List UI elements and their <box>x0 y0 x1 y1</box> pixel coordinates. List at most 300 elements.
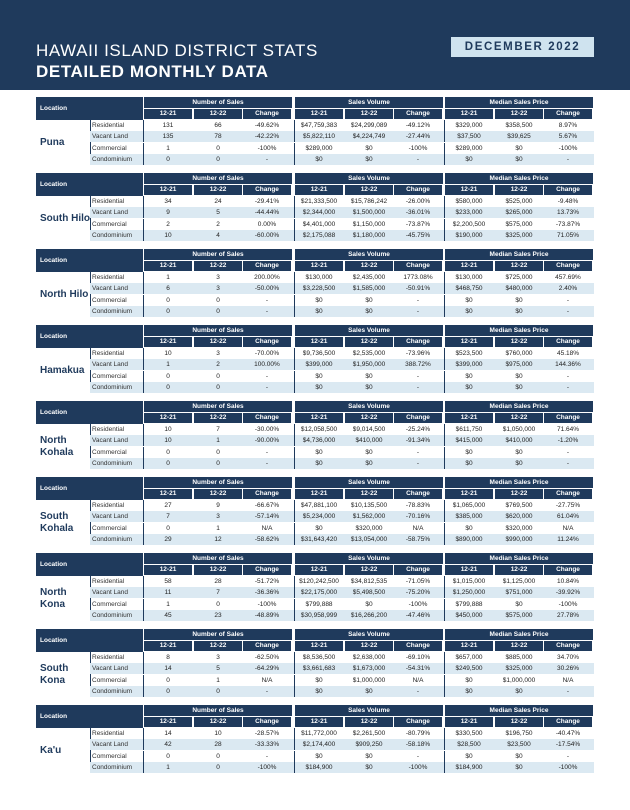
column-header: Change <box>243 489 291 499</box>
column-divider <box>143 739 144 750</box>
property-type: Condominium <box>92 611 133 619</box>
table-cell: -49.12% <box>405 122 431 129</box>
table-cell: - <box>265 383 269 391</box>
table-cell: 2 <box>216 220 220 228</box>
table-cell: -78.83% <box>405 502 431 509</box>
district-name: Ka'u <box>40 744 62 756</box>
table-cell: 3 <box>216 274 220 281</box>
table-cell: - <box>566 459 570 467</box>
column-divider <box>294 663 295 674</box>
column-header: 12-21 <box>295 641 343 651</box>
table-cell: - <box>566 296 570 304</box>
table-cell: 1 <box>166 361 170 369</box>
table-cell: 0 <box>166 524 170 532</box>
table-cell: $13,054,000 <box>350 535 388 543</box>
table-cell: -25.24% <box>405 426 431 433</box>
column-header: Change <box>544 489 592 499</box>
column-header: 12-22 <box>194 261 242 271</box>
table-cell: $190,000 <box>455 231 483 239</box>
table-cell: N/A <box>562 676 574 684</box>
table-row <box>90 230 594 241</box>
table-cell: $184,900 <box>305 763 333 771</box>
table-cell: $410,000 <box>505 437 533 445</box>
table-cell: -28.57% <box>254 730 280 737</box>
column-divider <box>294 534 295 545</box>
column-divider <box>294 207 295 218</box>
table-cell: 3 <box>216 285 220 293</box>
table-cell: - <box>265 687 269 695</box>
group-header: Number of Sales <box>144 325 292 336</box>
table-row <box>90 447 594 458</box>
page-title: HAWAII ISLAND DISTRICT STATS <box>36 41 318 60</box>
table-cell: - <box>416 752 420 760</box>
column-divider <box>294 371 295 382</box>
location-header: Location <box>36 97 143 120</box>
column-header: 12-21 <box>445 109 493 119</box>
table-cell: 5 <box>216 209 220 217</box>
table-cell: -9.48% <box>557 198 579 205</box>
district-name: North Kona <box>40 586 67 610</box>
column-divider <box>444 762 445 773</box>
table-cell: $0 <box>465 372 473 380</box>
property-type: Vacant Land <box>92 209 129 217</box>
table-cell: - <box>416 687 420 695</box>
column-header: 12-21 <box>144 337 192 347</box>
column-divider <box>143 599 144 610</box>
table-cell: $130,000 <box>455 274 483 281</box>
table-cell: -100% <box>408 144 428 152</box>
table-cell: -57.14% <box>254 513 280 521</box>
table-row <box>90 511 594 522</box>
table-cell: $12,058,500 <box>300 426 338 433</box>
table-cell: 7 <box>166 513 170 521</box>
column-divider <box>444 295 445 306</box>
table-cell: 30.26% <box>556 665 580 673</box>
column-divider <box>143 272 144 283</box>
column-divider <box>444 435 445 446</box>
table-cell: 0 <box>166 448 170 456</box>
table-cell: $16,266,200 <box>350 611 388 619</box>
column-divider <box>294 447 295 458</box>
district-tables <box>36 97 594 781</box>
table-row <box>90 751 594 762</box>
table-cell: 135 <box>162 133 174 141</box>
table-cell: $990,000 <box>505 535 533 543</box>
table-cell: 10 <box>164 437 172 445</box>
table-cell: $1,000,000 <box>502 676 536 684</box>
table-cell: -48.89% <box>254 611 280 619</box>
column-header: 12-21 <box>144 413 192 423</box>
column-divider <box>444 306 445 317</box>
table-cell: $1,250,000 <box>452 589 486 597</box>
column-divider <box>143 751 144 762</box>
table-row <box>90 154 594 165</box>
table-cell: 200.00% <box>254 274 280 281</box>
table-row <box>90 359 594 370</box>
table-row <box>90 196 594 207</box>
group-header: Median Sales Price <box>445 249 593 260</box>
table-cell: N/A <box>412 676 424 684</box>
table-cell: -100% <box>408 763 428 771</box>
column-header: 12-22 <box>345 185 393 195</box>
table-row <box>90 435 594 446</box>
column-divider <box>143 523 144 534</box>
table-cell: 10.84% <box>556 578 580 585</box>
table-row <box>90 686 594 697</box>
table-cell: $5,822,110 <box>302 133 336 141</box>
table-row <box>90 283 594 294</box>
property-type: Commercial <box>92 372 127 380</box>
column-header: 12-21 <box>144 641 192 651</box>
column-divider <box>444 751 445 762</box>
table-cell: 10 <box>164 231 172 239</box>
property-type: Residential <box>92 426 125 433</box>
column-header: 12-22 <box>495 489 543 499</box>
column-divider <box>294 283 295 294</box>
table-cell: $0 <box>465 383 473 391</box>
column-divider <box>444 652 445 663</box>
property-type: Condominium <box>92 687 133 695</box>
table-cell: $1,500,000 <box>352 209 386 217</box>
column-divider <box>143 207 144 218</box>
table-cell: -73.96% <box>405 350 431 357</box>
column-divider <box>143 295 144 306</box>
table-cell: 28 <box>214 578 222 585</box>
table-cell: 0 <box>216 600 220 608</box>
column-divider <box>444 348 445 359</box>
column-divider <box>444 143 445 154</box>
column-header: 12-21 <box>144 717 192 727</box>
table-cell: 7 <box>216 426 220 433</box>
column-divider <box>143 196 144 207</box>
column-divider <box>294 610 295 621</box>
property-type: Vacant Land <box>92 361 129 369</box>
column-divider <box>143 283 144 294</box>
table-cell: -100% <box>558 600 578 608</box>
table-cell: $0 <box>465 155 473 163</box>
table-cell: 13.73% <box>556 209 580 217</box>
column-header: 12-21 <box>295 413 343 423</box>
table-cell: 0 <box>166 307 170 315</box>
table-cell: 0 <box>216 383 220 391</box>
table-cell: 9 <box>166 209 170 217</box>
property-type: Vacant Land <box>92 285 129 293</box>
property-type: Residential <box>92 198 125 205</box>
table-row <box>90 728 594 739</box>
group-header: Sales Volume <box>295 629 443 640</box>
table-cell: $885,000 <box>505 654 533 661</box>
column-header: 12-21 <box>295 261 343 271</box>
table-cell: $0 <box>515 687 523 695</box>
column-header: 12-21 <box>445 717 493 727</box>
table-cell: $0 <box>465 459 473 467</box>
property-type: Condominium <box>92 155 133 163</box>
table-cell: $47,881,100 <box>300 502 338 509</box>
table-row <box>90 523 594 534</box>
location-header: Location <box>36 173 143 196</box>
group-header: Number of Sales <box>144 629 292 640</box>
table-cell: - <box>265 155 269 163</box>
column-header: 12-21 <box>295 185 343 195</box>
table-cell: 14 <box>164 730 172 737</box>
column-header: Change <box>243 641 291 651</box>
table-cell: $725,000 <box>505 274 533 281</box>
column-header: 12-22 <box>345 641 393 651</box>
column-divider <box>294 599 295 610</box>
property-type: Residential <box>92 350 125 357</box>
table-cell: 23 <box>214 611 222 619</box>
column-divider <box>444 511 445 522</box>
column-divider <box>294 652 295 663</box>
table-cell: -71.05% <box>405 578 431 585</box>
table-cell: - <box>416 459 420 467</box>
table-cell: -26.00% <box>405 198 431 205</box>
table-cell: $0 <box>315 372 323 380</box>
table-cell: 388.72% <box>405 361 431 369</box>
table-row <box>90 382 594 393</box>
table-cell: -47.46% <box>405 611 431 619</box>
table-row <box>90 131 594 142</box>
table-cell: 12 <box>214 535 222 543</box>
column-divider <box>444 230 445 241</box>
table-cell: 131 <box>162 122 174 129</box>
property-type: Residential <box>92 730 125 737</box>
property-type: Condominium <box>92 535 133 543</box>
table-cell: -27.44% <box>405 133 431 141</box>
table-cell: $1,050,000 <box>502 426 536 433</box>
table-cell: $28,500 <box>457 741 481 749</box>
table-row <box>90 675 594 686</box>
group-header: Sales Volume <box>295 705 443 716</box>
column-header: 12-22 <box>495 261 543 271</box>
table-cell: 457.69% <box>555 274 581 281</box>
table-cell: $9,014,500 <box>352 426 386 433</box>
column-header: Change <box>394 185 442 195</box>
column-divider <box>143 219 144 230</box>
table-row <box>90 272 594 283</box>
group-header: Sales Volume <box>295 325 443 336</box>
location-header: Location <box>36 629 143 652</box>
table-cell: 5.67% <box>558 133 578 141</box>
table-cell: -36.01% <box>405 209 431 217</box>
group-header: Sales Volume <box>295 173 443 184</box>
group-header: Number of Sales <box>144 477 292 488</box>
table-row <box>90 587 594 598</box>
table-cell: $0 <box>365 448 373 456</box>
property-type: Condominium <box>92 231 133 239</box>
column-divider <box>143 306 144 317</box>
table-cell: $10,135,500 <box>350 502 388 509</box>
column-divider <box>143 610 144 621</box>
table-cell: -100% <box>408 600 428 608</box>
table-cell: 78 <box>214 133 222 141</box>
table-row <box>90 424 594 435</box>
column-divider <box>294 523 295 534</box>
table-cell: -42.22% <box>254 133 280 141</box>
table-row <box>90 458 594 469</box>
column-divider <box>294 196 295 207</box>
table-cell: 14 <box>164 665 172 673</box>
column-divider <box>294 154 295 165</box>
column-header: Change <box>243 565 291 575</box>
table-cell: 0.00% <box>257 220 277 228</box>
table-row <box>90 295 594 306</box>
column-divider <box>143 435 144 446</box>
table-cell: 71.05% <box>556 231 580 239</box>
table-cell: - <box>566 155 570 163</box>
table-cell: $620,000 <box>505 513 533 521</box>
table-cell: -17.54% <box>555 741 581 749</box>
table-cell: -50.00% <box>254 285 280 293</box>
district-section <box>36 325 594 393</box>
report-date-badge: DECEMBER 2022 <box>451 37 594 57</box>
group-header: Number of Sales <box>144 97 292 108</box>
column-header: 12-22 <box>194 565 242 575</box>
table-cell: $769,500 <box>505 502 533 509</box>
property-type: Vacant Land <box>92 741 129 749</box>
group-header: Sales Volume <box>295 477 443 488</box>
table-cell: - <box>265 296 269 304</box>
district-name: Puna <box>40 136 65 148</box>
column-divider <box>444 739 445 750</box>
column-divider <box>294 295 295 306</box>
table-cell: $34,812,535 <box>350 578 388 585</box>
column-divider <box>143 728 144 739</box>
group-header: Sales Volume <box>295 401 443 412</box>
table-cell: $233,000 <box>455 209 483 217</box>
table-cell: - <box>416 155 420 163</box>
column-divider <box>444 675 445 686</box>
column-divider <box>294 272 295 283</box>
table-cell: $0 <box>315 676 323 684</box>
table-cell: $0 <box>315 296 323 304</box>
column-divider <box>294 120 295 131</box>
column-divider <box>444 534 445 545</box>
column-header: 12-21 <box>144 185 192 195</box>
column-divider <box>444 272 445 283</box>
table-cell: -36.36% <box>254 589 280 597</box>
column-divider <box>143 458 144 469</box>
column-divider <box>444 686 445 697</box>
table-cell: $0 <box>515 763 523 771</box>
table-cell: - <box>416 307 420 315</box>
table-cell: $399,000 <box>305 361 333 369</box>
table-cell: $24,299,089 <box>350 122 388 129</box>
column-header: 12-22 <box>495 337 543 347</box>
table-cell: $0 <box>465 752 473 760</box>
table-cell: 29 <box>164 535 172 543</box>
group-header: Median Sales Price <box>445 629 593 640</box>
column-divider <box>294 131 295 142</box>
table-cell: $249,500 <box>455 665 483 673</box>
district-section <box>36 705 594 773</box>
table-cell: $23,500 <box>507 741 531 749</box>
table-cell: $799,888 <box>455 600 483 608</box>
column-divider <box>294 728 295 739</box>
table-cell: $523,500 <box>455 350 483 357</box>
column-header: 12-21 <box>445 337 493 347</box>
column-header: 12-21 <box>295 337 343 347</box>
column-divider <box>143 587 144 598</box>
table-cell: 45 <box>164 611 172 619</box>
table-cell: $399,000 <box>455 361 483 369</box>
table-cell: $120,242,500 <box>299 578 339 585</box>
table-cell: $0 <box>315 752 323 760</box>
table-cell: $3,661,683 <box>302 665 336 673</box>
table-cell: $1,015,000 <box>452 578 486 585</box>
column-divider <box>143 348 144 359</box>
column-header: Change <box>394 717 442 727</box>
column-header: Change <box>394 489 442 499</box>
table-row <box>90 652 594 663</box>
table-cell: $0 <box>315 459 323 467</box>
district-name: South Kohala <box>40 510 74 534</box>
column-divider <box>294 576 295 587</box>
table-cell: $2,261,500 <box>352 730 386 737</box>
table-cell: $0 <box>465 676 473 684</box>
column-header: 12-21 <box>144 109 192 119</box>
table-cell: $760,000 <box>505 350 533 357</box>
table-cell: $385,000 <box>455 513 483 521</box>
column-header: 12-22 <box>194 489 242 499</box>
table-cell: - <box>566 687 570 695</box>
table-cell: 66 <box>214 122 222 129</box>
table-cell: $2,435,000 <box>352 274 386 281</box>
page-subtitle: DETAILED MONTHLY DATA <box>36 62 269 81</box>
property-type: Condominium <box>92 383 133 391</box>
table-cell: 9 <box>216 502 220 509</box>
property-type: Vacant Land <box>92 133 129 141</box>
group-header: Sales Volume <box>295 249 443 260</box>
table-cell: $0 <box>315 448 323 456</box>
column-header: 12-22 <box>345 489 393 499</box>
table-cell: $751,000 <box>505 589 533 597</box>
column-divider <box>294 587 295 598</box>
column-header: 12-22 <box>495 641 543 651</box>
property-type: Vacant Land <box>92 589 129 597</box>
table-cell: 0 <box>166 676 170 684</box>
column-divider <box>444 120 445 131</box>
column-header: Change <box>544 565 592 575</box>
table-cell: -54.31% <box>405 665 431 673</box>
table-cell: $0 <box>365 296 373 304</box>
table-cell: $1,585,000 <box>352 285 386 293</box>
table-cell: $0 <box>515 448 523 456</box>
table-cell: N/A <box>412 524 424 532</box>
group-header: Median Sales Price <box>445 173 593 184</box>
column-divider <box>444 663 445 674</box>
column-divider <box>444 219 445 230</box>
page-header <box>0 0 630 90</box>
table-cell: $196,750 <box>505 730 533 737</box>
column-header: 12-22 <box>345 717 393 727</box>
table-cell: N/A <box>261 676 273 684</box>
table-cell: $0 <box>365 763 373 771</box>
column-divider <box>444 599 445 610</box>
table-cell: $3,228,500 <box>302 285 336 293</box>
column-header: 12-22 <box>194 109 242 119</box>
table-cell: $130,000 <box>305 274 333 281</box>
location-header: Location <box>36 249 143 272</box>
table-cell: $2,638,000 <box>352 654 386 661</box>
table-cell: $4,736,000 <box>302 437 336 445</box>
table-cell: -60.00% <box>254 231 280 239</box>
table-cell: $575,000 <box>505 611 533 619</box>
column-divider <box>143 154 144 165</box>
table-cell: $325,000 <box>505 231 533 239</box>
table-cell: $0 <box>365 383 373 391</box>
table-cell: $1,950,000 <box>352 361 386 369</box>
